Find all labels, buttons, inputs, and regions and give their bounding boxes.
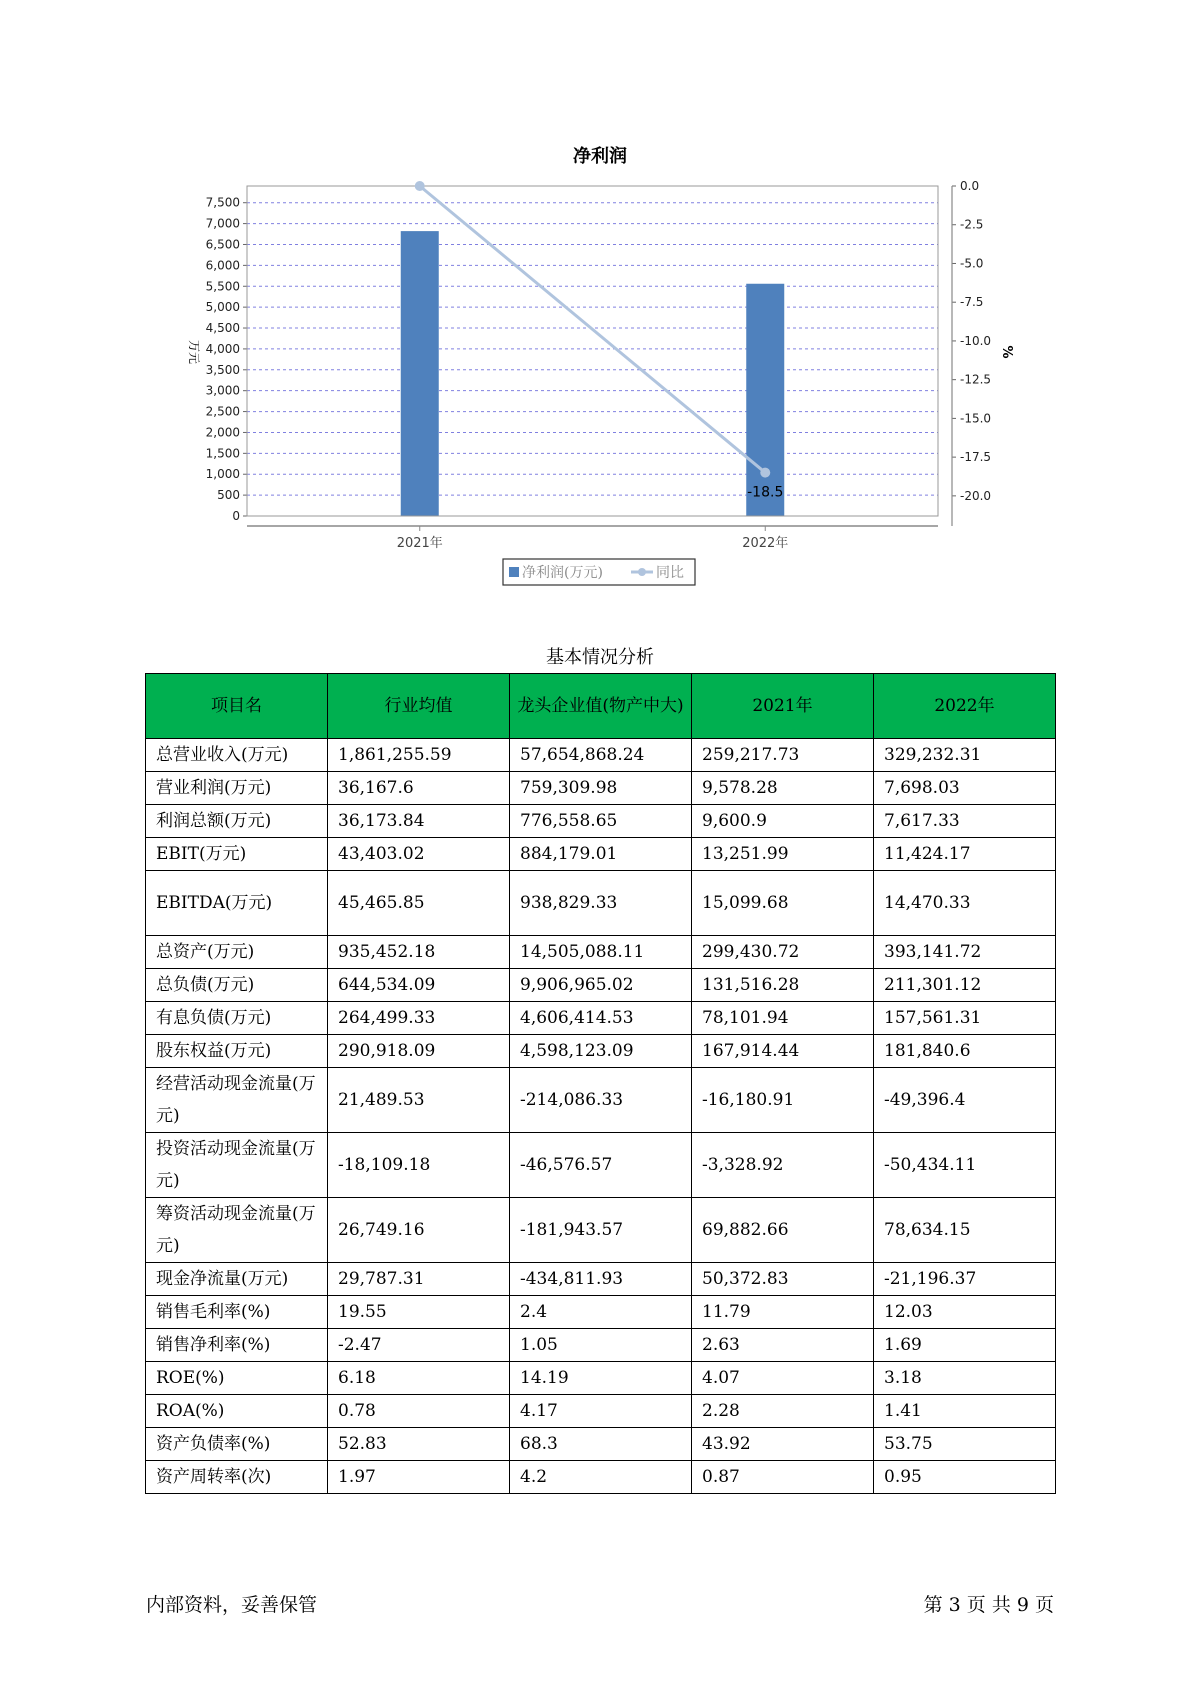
y-right-tick-label: -10.0 [960,333,992,348]
table-cell: 78,101.94 [692,1002,874,1035]
table-row [146,1362,1056,1395]
table-cell: 181,840.6 [874,1035,1056,1068]
table-row [146,1461,1056,1494]
y-left-tick-label: 2,500 [205,404,240,419]
header-year-2021: 2021年 [692,674,874,739]
row-item-name: 有息负债(万元) [146,1002,328,1035]
table-cell: 14,505,088.11 [510,936,692,969]
y-left-tick-label: 5,000 [205,300,240,315]
table-cell: 1.05 [510,1329,692,1362]
row-item-name: 销售净利率(%) [146,1329,328,1362]
table-cell: 15,099.68 [692,871,874,936]
y-left-tick-label: 4,500 [205,321,240,336]
table-cell: 4.07 [692,1362,874,1395]
row-item-name: 投资活动现金流量(万元) [146,1133,328,1198]
table-cell: 21,489.53 [328,1068,510,1133]
chart-line [415,181,784,501]
legend-line-label: 同比 [656,565,684,581]
table-cell: -18,109.18 [328,1133,510,1198]
table-cell: 1.41 [874,1395,1056,1428]
y-left-tick-label: 6,500 [205,237,240,252]
legend-bar-label: 净利润(万元) [522,565,603,581]
table-cell: 4.2 [510,1461,692,1494]
table-cell: 264,499.33 [328,1002,510,1035]
table-cell: 36,173.84 [328,805,510,838]
table-cell: 759,309.98 [510,772,692,805]
table-cell: -16,180.91 [692,1068,874,1133]
table-cell: 13,251.99 [692,838,874,871]
y-left-tick-label: 2,000 [205,425,240,440]
table-cell: 935,452.18 [328,936,510,969]
table-cell: 2.63 [692,1329,874,1362]
table-row [146,1133,1056,1198]
table-cell: 2.4 [510,1296,692,1329]
row-item-name: 总营业收入(万元) [146,739,328,772]
y-right-tick-label: -2.5 [960,217,984,232]
legend-bar-swatch [509,567,519,577]
table-cell: 9,906,965.02 [510,969,692,1002]
table-cell: 299,430.72 [692,936,874,969]
table-cell: 6.18 [328,1362,510,1395]
table-row [146,1002,1056,1035]
bar-net-profit [746,284,784,516]
table-cell: 19.55 [328,1296,510,1329]
table-row [146,739,1056,772]
y-right-tick-label: -20.0 [960,488,992,503]
y-right-tick-label: -12.5 [960,372,992,387]
table-cell: 2.28 [692,1395,874,1428]
y-right-tick-label: -15.0 [960,411,992,426]
table-cell: 884,179.01 [510,838,692,871]
point-yoy [415,181,425,191]
table-cell: 14.19 [510,1362,692,1395]
table-row [146,1428,1056,1461]
chart-bars [401,231,785,516]
table-row [146,1198,1056,1263]
y-left-tick-label: 500 [217,488,240,503]
table-row [146,1068,1056,1133]
table-body [146,739,1056,1494]
table-cell: 11.79 [692,1296,874,1329]
header-item-name: 项目名 [146,674,328,739]
row-item-name: 营业利润(万元) [146,772,328,805]
table-cell: 26,749.16 [328,1198,510,1263]
row-item-name: 筹资活动现金流量(万元) [146,1198,328,1263]
y-right-tick-label: -5.0 [960,256,984,271]
table-cell: 393,141.72 [874,936,1056,969]
table-row [146,1263,1056,1296]
table-cell: -434,811.93 [510,1263,692,1296]
y-left-tick-label: 5,500 [205,279,240,294]
table-header-row [146,674,1056,739]
table-cell: 9,578.28 [692,772,874,805]
row-item-name: 总负债(万元) [146,969,328,1002]
y-left-tick-label: 3,000 [205,383,240,398]
row-item-name: 资产负债率(%) [146,1428,328,1461]
chart-axes [243,186,956,531]
footer-confidential: 内部资料，妥善保管 [146,1594,318,1616]
y-axis-right-label: % [999,345,1014,359]
y-right-tick-label: 0.0 [960,179,980,193]
y-left-tick-label: 6,000 [205,258,240,273]
table-cell: 9,600.9 [692,805,874,838]
table-cell: -50,434.11 [874,1133,1056,1198]
table-row [146,805,1056,838]
x-tick-label: 2022年 [742,536,789,551]
legend-line-marker [638,568,646,576]
table-cell: 259,217.73 [692,739,874,772]
table-cell: 329,232.31 [874,739,1056,772]
table-cell: 57,654,868.24 [510,739,692,772]
table-cell: 11,424.17 [874,838,1056,871]
table-cell: 0.78 [328,1395,510,1428]
chart-grid [247,203,938,495]
point-yoy [760,468,770,478]
y-axis-left-label: 万元 [187,339,201,365]
table-row [146,1329,1056,1362]
table-cell: -181,943.57 [510,1198,692,1263]
table-row [146,936,1056,969]
row-item-name: 销售毛利率(%) [146,1296,328,1329]
table-cell: 78,634.15 [874,1198,1056,1263]
table-cell: 644,534.09 [328,969,510,1002]
row-item-name: EBIT(万元) [146,838,328,871]
table-cell: 7,617.33 [874,805,1056,838]
row-item-name: ROE(%) [146,1362,328,1395]
chart-title: 净利润 [573,146,627,167]
table-cell: -214,086.33 [510,1068,692,1133]
y-left-tick-label: 7,500 [205,195,240,210]
y-left-tick-label: 1,000 [205,467,240,482]
table-cell: -46,576.57 [510,1133,692,1198]
table-row [146,871,1056,936]
table-cell: 4,598,123.09 [510,1035,692,1068]
table-cell: 43.92 [692,1428,874,1461]
table-cell: -2.47 [328,1329,510,1362]
table-cell: 1.69 [874,1329,1056,1362]
table-cell: -3,328.92 [692,1133,874,1198]
header-year-2022: 2022年 [874,674,1056,739]
table-cell: 53.75 [874,1428,1056,1461]
table-cell: 131,516.28 [692,969,874,1002]
table-cell: 36,167.6 [328,772,510,805]
row-item-name: 总资产(万元) [146,936,328,969]
table-cell: 69,882.66 [692,1198,874,1263]
net-profit-chart [0,0,1191,600]
table-row [146,1296,1056,1329]
y-left-tick-label: 1,500 [205,446,240,461]
table-cell: 52.83 [328,1428,510,1461]
row-item-name: 经营活动现金流量(万元) [146,1068,328,1133]
table-cell: 1.97 [328,1461,510,1494]
table-cell: 167,914.44 [692,1035,874,1068]
footer-page-number: 第 3 页 共 9 页 [923,1594,1054,1616]
plot-border [247,186,938,516]
table-cell: -49,396.4 [874,1068,1056,1133]
table-cell: 0.87 [692,1461,874,1494]
table-cell: 211,301.12 [874,969,1056,1002]
table-cell: 68.3 [510,1428,692,1461]
row-item-name: ROA(%) [146,1395,328,1428]
table-row [146,1035,1056,1068]
x-tick-label: 2021年 [396,536,443,551]
bar-net-profit [401,231,439,516]
table-cell: 1,861,255.59 [328,739,510,772]
row-item-name: 现金净流量(万元) [146,1263,328,1296]
table-cell: 776,558.65 [510,805,692,838]
y-left-tick-label: 7,000 [205,216,240,231]
table-row [146,838,1056,871]
data-label-yoy: -18.5 [747,484,784,501]
line-yoy [420,186,766,473]
y-left-tick-label: 3,500 [205,362,240,377]
header-leader-value: 龙头企业值(物产中大) [510,674,692,739]
row-item-name: 利润总额(万元) [146,805,328,838]
chart-legend [503,559,695,585]
table-cell: 0.95 [874,1461,1056,1494]
table-row [146,772,1056,805]
row-item-name: 资产周转率(次) [146,1461,328,1494]
table-cell: 4.17 [510,1395,692,1428]
header-industry-avg: 行业均值 [328,674,510,739]
table-cell: 157,561.31 [874,1002,1056,1035]
table-cell: 14,470.33 [874,871,1056,936]
table-caption: 基本情况分析 [546,647,654,668]
table-cell: 29,787.31 [328,1263,510,1296]
table-cell: 938,829.33 [510,871,692,936]
table-cell: 45,465.85 [328,871,510,936]
table-cell: 4,606,414.53 [510,1002,692,1035]
table-cell: 290,918.09 [328,1035,510,1068]
table-cell: -21,196.37 [874,1263,1056,1296]
table-cell: 50,372.83 [692,1263,874,1296]
y-left-tick-label: 4,000 [205,341,240,356]
y-left-tick-label: 0 [232,509,240,523]
y-right-tick-label: -17.5 [960,450,992,465]
table-cell: 43,403.02 [328,838,510,871]
table-cell: 7,698.03 [874,772,1056,805]
basic-analysis-table [145,673,1056,1494]
table-row [146,969,1056,1002]
table-row [146,1395,1056,1428]
row-item-name: 股东权益(万元) [146,1035,328,1068]
table-cell: 3.18 [874,1362,1056,1395]
row-item-name: EBITDA(万元) [146,871,328,936]
table-cell: 12.03 [874,1296,1056,1329]
y-right-tick-label: -7.5 [960,295,984,310]
